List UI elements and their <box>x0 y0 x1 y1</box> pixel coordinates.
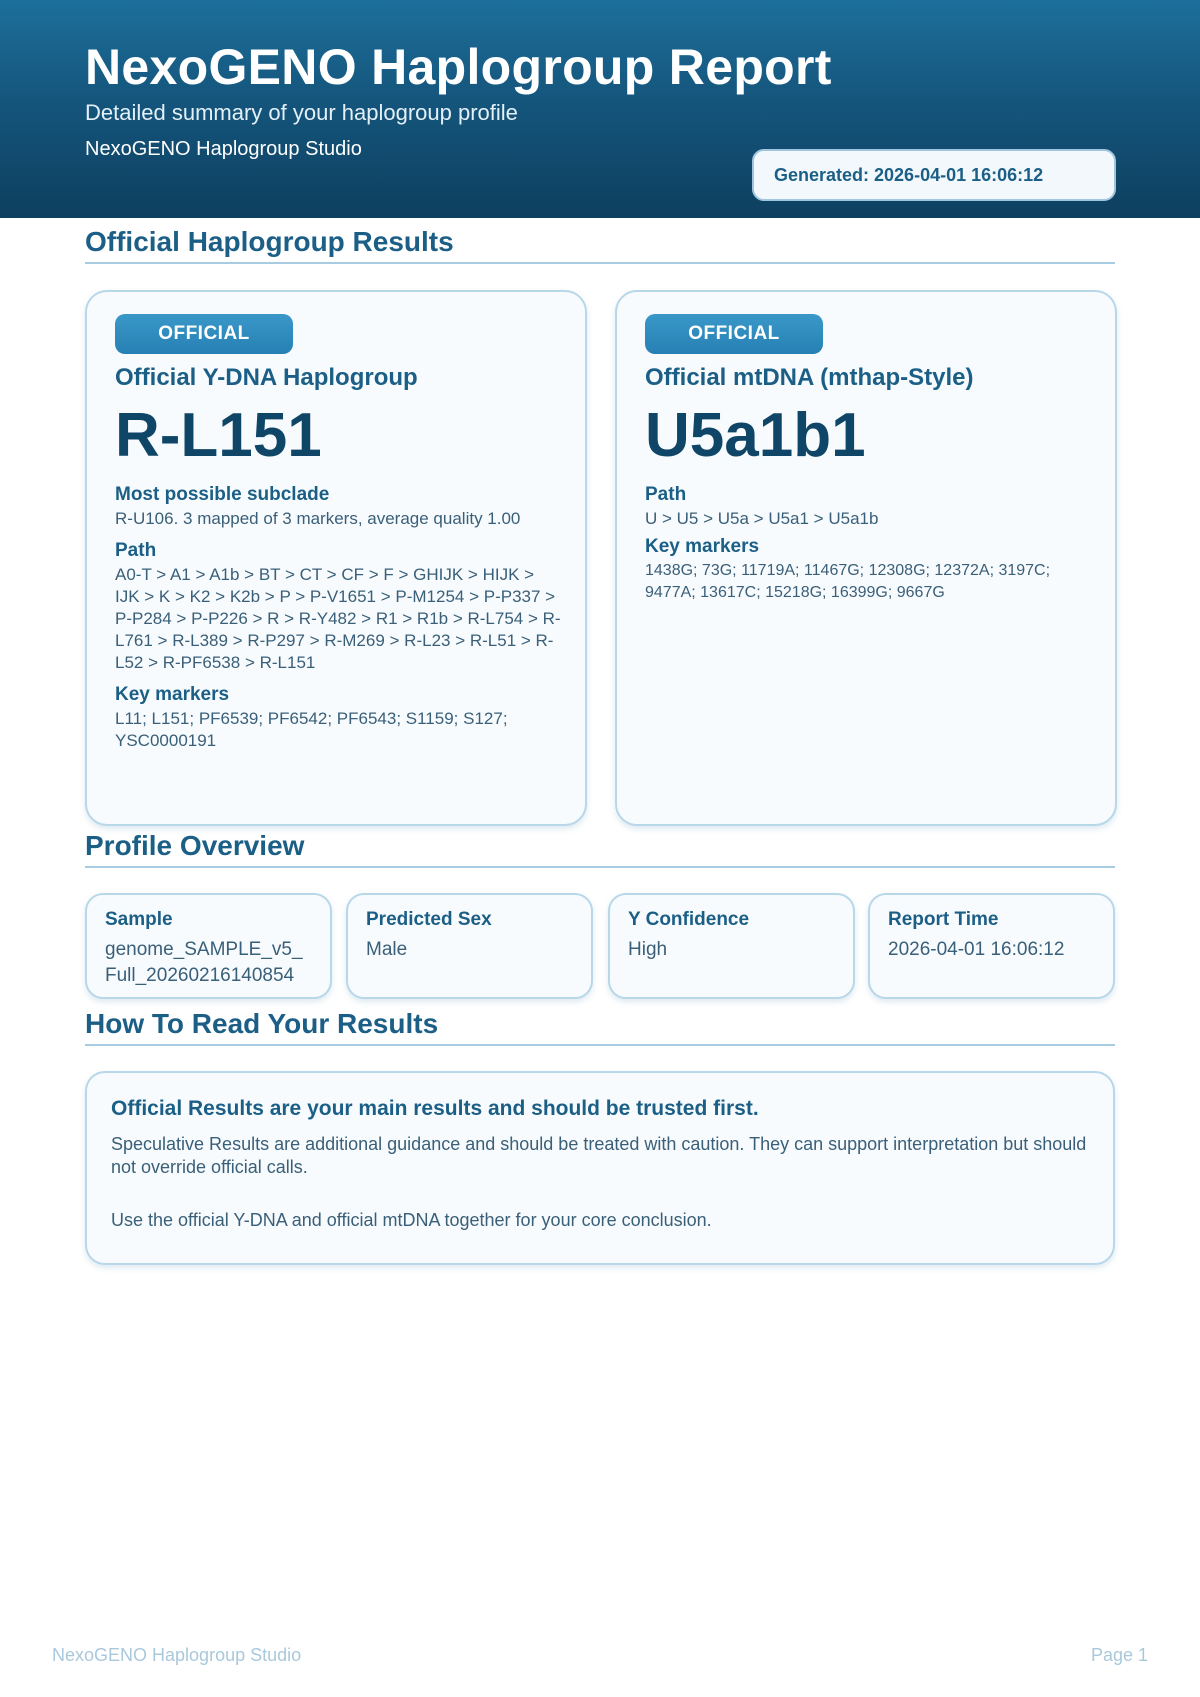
report-subtitle: Detailed summary of your haplogroup profile <box>85 100 518 125</box>
overview-card-confidence <box>608 893 855 999</box>
predicted-sex-label: Predicted Sex <box>366 909 492 930</box>
ydna-subclade-label: Most possible subclade <box>115 484 330 505</box>
howto-combine-text: Use the official Y-DNA and official mtDNA together for your core conclusion. <box>111 1210 712 1230</box>
howto-box <box>85 1071 1115 1265</box>
overview-card-sex <box>346 893 593 999</box>
mtdna-path-label: Path <box>645 484 687 505</box>
mtdna-official-badge: OFFICIAL <box>645 314 823 354</box>
studio-name: NexoGENO Haplogroup Studio <box>85 138 362 160</box>
howto-speculative-text: Speculative Results are additional guidance and should be treated with caution. They can support interpretation but should not override official calls. <box>111 1134 1087 1177</box>
sample-label: Sample <box>105 909 173 930</box>
y-confidence-value: High <box>628 939 668 960</box>
mtdna-haplogroup-value: U5a1b1 <box>645 401 866 470</box>
report-title: NexoGENO Haplogroup Report <box>85 39 832 95</box>
footer-studio-name: NexoGENO Haplogroup Studio <box>52 1645 302 1665</box>
overview-card-sample <box>85 893 332 999</box>
ydna-haplogroup-value: R-L151 <box>115 401 322 470</box>
report-time-label: Report Time <box>888 909 999 930</box>
mtdna-heading: Official mtDNA (mthap-Style) <box>645 364 974 391</box>
ydna-subclade-text: R-U106. 3 mapped of 3 markers, average quality 1.00 <box>115 509 521 528</box>
ydna-markers-label: Key markers <box>115 684 230 705</box>
section-title-official: Official Haplogroup Results <box>85 226 1115 264</box>
y-confidence-label: Y Confidence <box>628 909 750 930</box>
overview-card-report-time <box>868 893 1115 999</box>
mtdna-card <box>615 290 1117 826</box>
generated-badge: Generated: 2026-04-01 16:06:12 <box>752 149 1116 201</box>
ydna-heading: Official Y-DNA Haplogroup <box>115 364 418 391</box>
section-title-overview: Profile Overview <box>85 830 1115 868</box>
ydna-official-badge: OFFICIAL <box>115 314 293 354</box>
report-header <box>0 0 1200 218</box>
sample-value: genome_SAMPLE_v5_Full_20260216140854 <box>105 939 303 986</box>
ydna-card <box>85 290 587 826</box>
ydna-path-label: Path <box>115 540 157 561</box>
howto-strong-text: Official Results are your main results and should be trusted first. <box>111 1097 759 1120</box>
mtdna-path-text: U > U5 > U5a > U5a1 > U5a1b <box>645 509 879 528</box>
ydna-path-text: A0-T > A1 > A1b > BT > CT > CF > F > GHIJK > HIJK > IJK > K > K2 > K2b > P > P-V1651 > P-M1254 > P-P337 > P-P284 > P-P226 > R > R-Y482 > R1 > R1b > R-L754 > R-L761 > R-L389 > R-P297 > R-M269 > R-L23 > R-L51 > R-L52 > R-PF6538 > R-L151 <box>115 565 561 672</box>
mtdna-markers-label: Key markers <box>645 536 760 557</box>
section-title-howto: How To Read Your Results <box>85 1008 1115 1046</box>
ydna-markers-text: L11; L151; PF6539; PF6542; PF6543; S1159; S127; YSC0000191 <box>115 709 508 750</box>
page-number: Page 1 <box>1090 1645 1148 1665</box>
report-time-value: 2026-04-01 16:06:12 <box>888 939 1065 960</box>
predicted-sex-value: Male <box>366 939 408 960</box>
mtdna-markers-text: 1438G; 73G; 11719A; 11467G; 12308G; 12372A; 3197C; 9477A; 13617C; 15218G; 16399G; 9667G <box>645 562 1051 601</box>
